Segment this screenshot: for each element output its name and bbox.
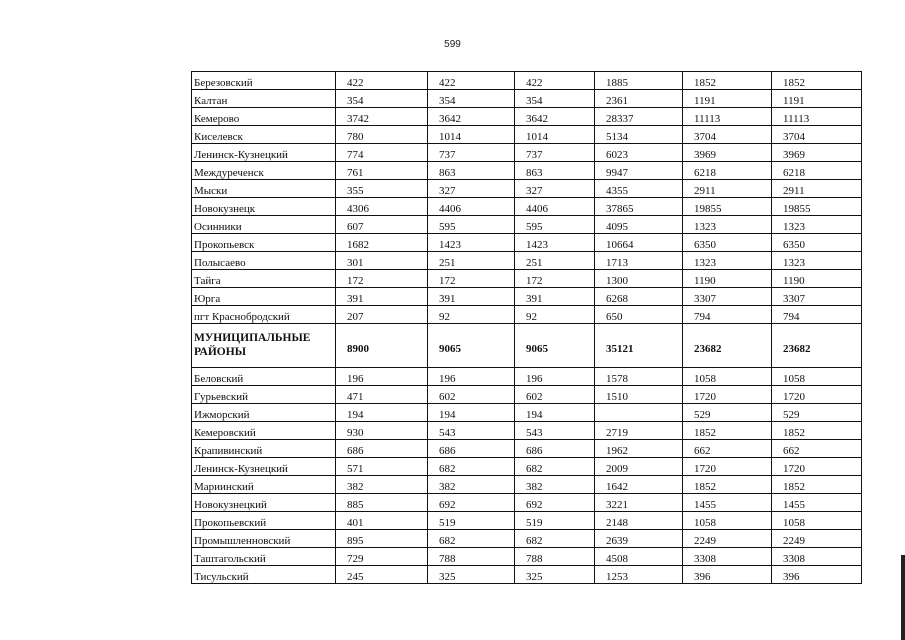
value-cell-col-4: 1300 [595,270,683,288]
value-cell-col-4: 3221 [595,494,683,512]
value-cell-col-2: 196 [428,368,515,386]
value-cell-col-1: 761 [336,162,428,180]
row-name-cell: Новокузнецкий [192,494,336,512]
value-cell-col-5: 1323 [683,216,772,234]
value-cell-col-3: 1014 [515,126,595,144]
value-cell-col-4: 6268 [595,288,683,306]
value-cell-col-4: 1885 [595,72,683,90]
value-cell-col-4: 28337 [595,108,683,126]
table-row-section-total [192,324,862,368]
table-row [192,530,862,548]
value-cell-col-4: 1510 [595,386,683,404]
value-cell-col-1: 354 [336,90,428,108]
value-cell-col-1: 774 [336,144,428,162]
value-cell-col-4: 35121 [595,324,683,368]
row-name-cell: Кемерово [192,108,336,126]
table-row [192,306,862,324]
value-cell-col-4: 2361 [595,90,683,108]
value-cell-col-2: 519 [428,512,515,530]
value-cell-col-1: 686 [336,440,428,458]
table-row [192,72,862,90]
value-cell-col-5: 3969 [683,144,772,162]
value-cell-col-4: 1713 [595,252,683,270]
value-cell-col-3: 1423 [515,234,595,252]
value-cell-col-1: 930 [336,422,428,440]
page-number: 599 [444,39,461,50]
row-name-cell: Киселевск [192,126,336,144]
row-name-cell: Юрга [192,288,336,306]
value-cell-col-4: 9947 [595,162,683,180]
value-cell-col-3: 682 [515,530,595,548]
table-row [192,180,862,198]
row-name-cell: Полысаево [192,252,336,270]
value-cell-col-3: 194 [515,404,595,422]
row-name-cell: Ленинск-Кузнецкий [192,458,336,476]
value-cell-col-5: 529 [683,404,772,422]
value-cell-col-5: 2249 [683,530,772,548]
value-cell-col-5: 662 [683,440,772,458]
value-cell-col-6: 1455 [772,494,862,512]
value-cell-col-2: 382 [428,476,515,494]
row-name-cell: Промышленновский [192,530,336,548]
value-cell-col-2: 788 [428,548,515,566]
table-row [192,108,862,126]
value-cell-col-5: 1720 [683,386,772,404]
value-cell-col-1: 355 [336,180,428,198]
table-row [192,458,862,476]
row-name-cell: МУНИЦИПАЛЬНЫЕ РАЙОНЫ [192,324,336,368]
value-cell-col-5: 3704 [683,126,772,144]
value-cell-col-1: 245 [336,566,428,584]
value-cell-col-1: 780 [336,126,428,144]
value-cell-col-5: 1323 [683,252,772,270]
value-cell-col-3: 519 [515,512,595,530]
value-cell-col-6: 1058 [772,512,862,530]
value-cell-col-5: 3307 [683,288,772,306]
table-row [192,126,862,144]
value-cell-col-2: 682 [428,458,515,476]
value-cell-col-3: 9065 [515,324,595,368]
value-cell-col-2: 1423 [428,234,515,252]
table-row [192,234,862,252]
value-cell-col-3: 422 [515,72,595,90]
value-cell-col-4: 2719 [595,422,683,440]
table-row [192,198,862,216]
value-cell-col-3: 863 [515,162,595,180]
value-cell-col-2: 391 [428,288,515,306]
value-cell-col-6: 3969 [772,144,862,162]
row-name-cell: Ижморский [192,404,336,422]
table-row [192,404,862,422]
value-cell-col-3: 391 [515,288,595,306]
value-cell-col-3: 692 [515,494,595,512]
value-cell-col-2: 682 [428,530,515,548]
row-name-cell: Кемеровский [192,422,336,440]
value-cell-col-6: 1852 [772,476,862,494]
value-cell-col-2: 737 [428,144,515,162]
value-cell-col-5: 3308 [683,548,772,566]
value-cell-col-3: 354 [515,90,595,108]
value-cell-col-3: 4406 [515,198,595,216]
value-cell-col-3: 172 [515,270,595,288]
value-cell-col-6: 1191 [772,90,862,108]
value-cell-col-4: 6023 [595,144,683,162]
value-cell-col-3: 92 [515,306,595,324]
table-row [192,144,862,162]
row-name-cell: Тайга [192,270,336,288]
value-cell-col-6: 1852 [772,422,862,440]
value-cell-col-6: 3308 [772,548,862,566]
row-name-cell: Ленинск-Кузнецкий [192,144,336,162]
value-cell-col-1: 196 [336,368,428,386]
table-row [192,216,862,234]
value-cell-col-2: 543 [428,422,515,440]
row-name-cell: Таштагольский [192,548,336,566]
value-cell-col-5: 1852 [683,476,772,494]
row-name-cell: Беловский [192,368,336,386]
value-cell-col-5: 6218 [683,162,772,180]
value-cell-col-2: 325 [428,566,515,584]
row-name-cell: Калтан [192,90,336,108]
value-cell-col-6: 3704 [772,126,862,144]
value-cell-col-4 [595,404,683,422]
value-cell-col-3: 382 [515,476,595,494]
value-cell-col-2: 92 [428,306,515,324]
row-name-cell: Прокопьевск [192,234,336,252]
row-name-cell: Мыски [192,180,336,198]
value-cell-col-4: 1642 [595,476,683,494]
value-cell-col-5: 23682 [683,324,772,368]
row-name-cell: Крапивинский [192,440,336,458]
value-cell-col-4: 2639 [595,530,683,548]
value-cell-col-3: 325 [515,566,595,584]
value-cell-col-3: 686 [515,440,595,458]
value-cell-col-1: 3742 [336,108,428,126]
row-name-cell: Междуреченск [192,162,336,180]
value-cell-col-4: 1962 [595,440,683,458]
table-row [192,494,862,512]
value-cell-col-6: 2911 [772,180,862,198]
value-cell-col-6: 2249 [772,530,862,548]
value-cell-col-2: 602 [428,386,515,404]
value-cell-col-3: 3642 [515,108,595,126]
value-cell-col-2: 686 [428,440,515,458]
value-cell-col-1: 382 [336,476,428,494]
row-name-cell: Осинники [192,216,336,234]
value-cell-col-6: 1720 [772,458,862,476]
row-name-cell: Тисульский [192,566,336,584]
table-row [192,512,862,530]
value-cell-col-3: 196 [515,368,595,386]
value-cell-col-6: 1323 [772,216,862,234]
value-cell-col-2: 9065 [428,324,515,368]
value-cell-col-6: 6218 [772,162,862,180]
value-cell-col-5: 1455 [683,494,772,512]
value-cell-col-2: 194 [428,404,515,422]
value-cell-col-1: 471 [336,386,428,404]
value-cell-col-1: 401 [336,512,428,530]
value-cell-col-5: 1852 [683,422,772,440]
table-row [192,162,862,180]
value-cell-col-2: 172 [428,270,515,288]
value-cell-col-1: 4306 [336,198,428,216]
table-row [192,548,862,566]
value-cell-col-6: 3307 [772,288,862,306]
value-cell-col-4: 650 [595,306,683,324]
table-row [192,368,862,386]
value-cell-col-1: 422 [336,72,428,90]
value-cell-col-2: 595 [428,216,515,234]
value-cell-col-5: 1190 [683,270,772,288]
value-cell-col-2: 4406 [428,198,515,216]
value-cell-col-4: 5134 [595,126,683,144]
value-cell-col-3: 737 [515,144,595,162]
value-cell-col-6: 19855 [772,198,862,216]
value-cell-col-5: 396 [683,566,772,584]
table-row [192,476,862,494]
value-cell-col-6: 1720 [772,386,862,404]
value-cell-col-2: 692 [428,494,515,512]
value-cell-col-3: 788 [515,548,595,566]
row-name-cell: Прокопьевский [192,512,336,530]
value-cell-col-5: 1058 [683,512,772,530]
value-cell-col-1: 895 [336,530,428,548]
value-cell-col-4: 1253 [595,566,683,584]
value-cell-col-4: 4508 [595,548,683,566]
value-cell-col-6: 794 [772,306,862,324]
value-cell-col-5: 1852 [683,72,772,90]
value-cell-col-6: 1323 [772,252,862,270]
table-row [192,288,862,306]
value-cell-col-1: 172 [336,270,428,288]
value-cell-col-6: 11113 [772,108,862,126]
value-cell-col-1: 8900 [336,324,428,368]
value-cell-col-4: 4095 [595,216,683,234]
table-row [192,422,862,440]
value-cell-col-4: 2148 [595,512,683,530]
value-cell-col-2: 1014 [428,126,515,144]
value-cell-col-2: 422 [428,72,515,90]
value-cell-col-1: 607 [336,216,428,234]
table-body [192,72,862,584]
value-cell-col-2: 863 [428,162,515,180]
value-cell-col-6: 1190 [772,270,862,288]
value-cell-col-5: 6350 [683,234,772,252]
value-cell-col-6: 23682 [772,324,862,368]
value-cell-col-1: 301 [336,252,428,270]
value-cell-col-5: 1191 [683,90,772,108]
value-cell-col-4: 4355 [595,180,683,198]
value-cell-col-2: 251 [428,252,515,270]
value-cell-col-5: 1058 [683,368,772,386]
value-cell-col-3: 595 [515,216,595,234]
value-cell-col-2: 3642 [428,108,515,126]
row-name-cell: Березовский [192,72,336,90]
value-cell-col-3: 543 [515,422,595,440]
value-cell-col-6: 662 [772,440,862,458]
value-cell-col-4: 2009 [595,458,683,476]
value-cell-col-5: 19855 [683,198,772,216]
value-cell-col-1: 729 [336,548,428,566]
row-name-cell: Мариинский [192,476,336,494]
data-table [191,71,862,584]
value-cell-col-6: 1058 [772,368,862,386]
table-row [192,90,862,108]
value-cell-col-6: 396 [772,566,862,584]
value-cell-col-6: 6350 [772,234,862,252]
table-row [192,386,862,404]
table-row [192,440,862,458]
value-cell-col-1: 885 [336,494,428,512]
value-cell-col-1: 391 [336,288,428,306]
value-cell-col-6: 1852 [772,72,862,90]
value-cell-col-3: 682 [515,458,595,476]
value-cell-col-5: 1720 [683,458,772,476]
value-cell-col-2: 327 [428,180,515,198]
table-row [192,252,862,270]
value-cell-col-5: 794 [683,306,772,324]
value-cell-col-2: 354 [428,90,515,108]
value-cell-col-1: 571 [336,458,428,476]
table-row [192,270,862,288]
value-cell-col-4: 10664 [595,234,683,252]
value-cell-col-1: 207 [336,306,428,324]
value-cell-col-6: 529 [772,404,862,422]
value-cell-col-1: 1682 [336,234,428,252]
value-cell-col-1: 194 [336,404,428,422]
value-cell-col-3: 602 [515,386,595,404]
value-cell-col-5: 2911 [683,180,772,198]
row-name-cell: пгт Краснобродский [192,306,336,324]
value-cell-col-3: 327 [515,180,595,198]
value-cell-col-3: 251 [515,252,595,270]
value-cell-col-4: 1578 [595,368,683,386]
table-row [192,566,862,584]
row-name-cell: Гурьевский [192,386,336,404]
scan-edge-mark [901,555,905,640]
row-name-cell: Новокузнецк [192,198,336,216]
value-cell-col-5: 11113 [683,108,772,126]
value-cell-col-4: 37865 [595,198,683,216]
